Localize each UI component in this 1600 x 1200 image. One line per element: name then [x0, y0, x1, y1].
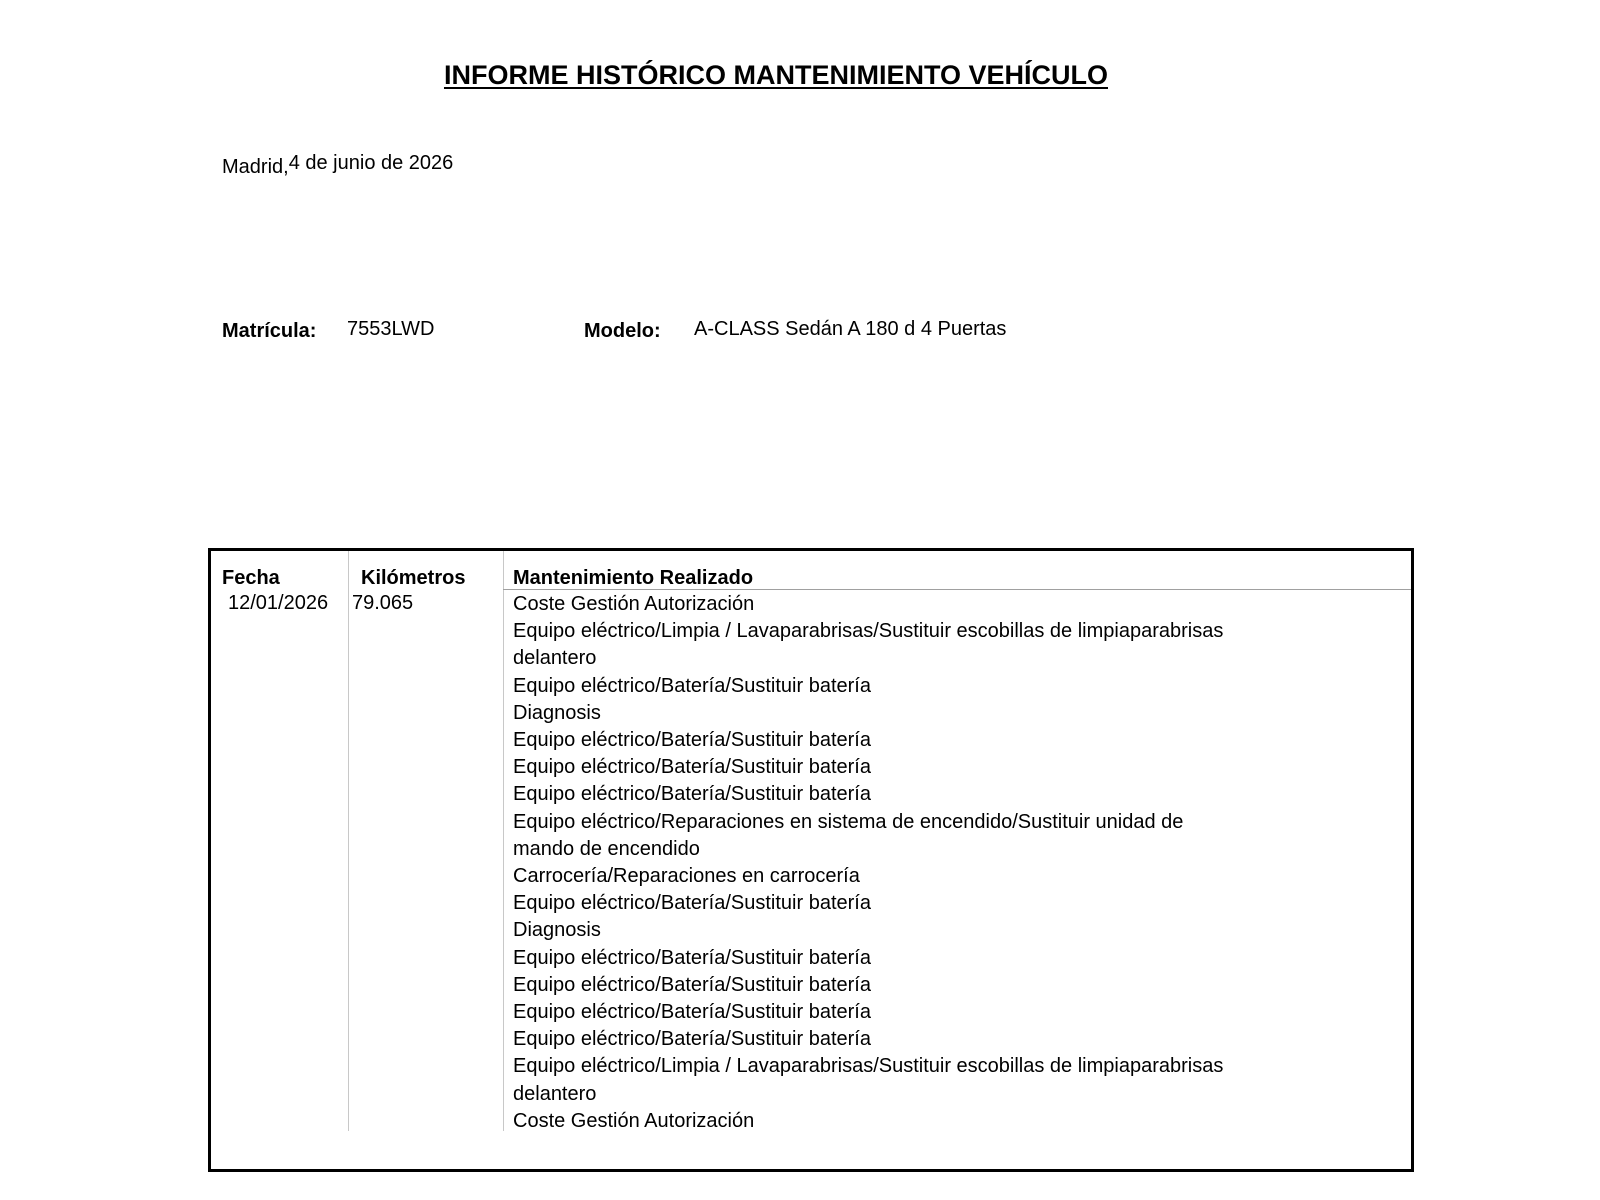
model-value: A-CLASS Sedán A 180 d 4 Puertas — [694, 318, 1007, 340]
maintenance-task-item — [513, 591, 1223, 618]
maintenance-task-text: Diagnosis — [513, 919, 601, 942]
maintenance-task-text: Coste Gestión Autorización — [513, 593, 755, 615]
plate-value: 7553LWD — [347, 318, 435, 340]
column-divider-date — [348, 551, 349, 1131]
maintenance-task-item — [513, 945, 1223, 972]
maintenance-task-item — [513, 972, 1223, 999]
maintenance-task-item — [513, 1026, 1223, 1053]
maintenance-task-text: Diagnosis — [513, 701, 601, 724]
maintenance-task-list — [513, 591, 1223, 1135]
column-divider-km — [503, 551, 504, 1131]
row-km: 79.065 — [352, 592, 414, 614]
maintenance-task-item — [513, 809, 1223, 863]
header-maintenance: Mantenimiento Realizado — [513, 567, 754, 589]
model-label: Modelo: — [584, 320, 661, 342]
maintenance-task-text: Equipo eléctrico/Batería/Sustituir batería — [513, 729, 871, 752]
maintenance-task-item — [513, 999, 1223, 1026]
maintenance-task-text: delantero — [513, 647, 597, 670]
maintenance-task-item — [513, 863, 1223, 890]
maintenance-table — [208, 548, 1414, 1172]
maintenance-task-item — [513, 673, 1223, 700]
maintenance-task-text: Equipo eléctrico/Batería/Sustituir batería — [513, 674, 871, 697]
maintenance-task-text: Equipo eléctrico/Limpia / Lavaparabrisas/Sustituir escobillas de limpiaparabrisas — [513, 620, 1224, 643]
maintenance-task-item — [513, 1053, 1223, 1107]
maintenance-task-item — [513, 890, 1223, 917]
maintenance-task-text: Equipo eléctrico/Batería/Sustituir batería — [513, 946, 871, 969]
maintenance-task-text: Equipo eléctrico/Batería/Sustituir batería — [513, 892, 871, 915]
maintenance-task-text: Equipo eléctrico/Batería/Sustituir batería — [513, 1001, 871, 1024]
place-date — [222, 152, 454, 178]
maintenance-task-item — [513, 1108, 1223, 1135]
maintenance-task-text: mando de encendido — [513, 837, 700, 860]
maintenance-task-text: Equipo eléctrico/Limpia / Lavaparabrisas/Sustituir escobillas de limpiaparabrisas — [513, 1055, 1224, 1078]
plate-label: Matrícula: — [222, 320, 317, 342]
maintenance-task-text: Coste Gestión Autorización — [513, 1109, 755, 1132]
maintenance-task-item — [513, 727, 1223, 754]
maintenance-task-text: Equipo eléctrico/Reparaciones en sistema de encendido/Sustituir unidad de — [513, 810, 1184, 833]
report-date: 4 de junio de 2026 — [288, 152, 454, 174]
maintenance-task-item — [513, 618, 1223, 672]
maintenance-task-text: Carrocería/Reparaciones en carrocería — [513, 865, 860, 888]
maintenance-task-text: Equipo eléctrico/Batería/Sustituir batería — [513, 756, 871, 779]
maintenance-task-text: Equipo eléctrico/Batería/Sustituir batería — [513, 783, 871, 806]
header-date: Fecha — [222, 567, 280, 589]
maintenance-task-item — [513, 781, 1223, 808]
maintenance-task-item — [513, 700, 1223, 727]
maintenance-task-text: Equipo eléctrico/Batería/Sustituir batería — [513, 1028, 871, 1051]
report-title: INFORME HISTÓRICO MANTENIMIENTO VEHÍCULO — [443, 60, 1108, 90]
header-km: Kilómetros — [361, 567, 466, 589]
maintenance-task-text: Equipo eléctrico/Batería/Sustituir batería — [513, 973, 871, 996]
maintenance-task-item — [513, 754, 1223, 781]
row-date: 12/01/2026 — [228, 592, 329, 614]
maintenance-task-item — [513, 917, 1223, 944]
maintenance-task-text: delantero — [513, 1082, 597, 1105]
report-place: Madrid, — [222, 156, 289, 178]
